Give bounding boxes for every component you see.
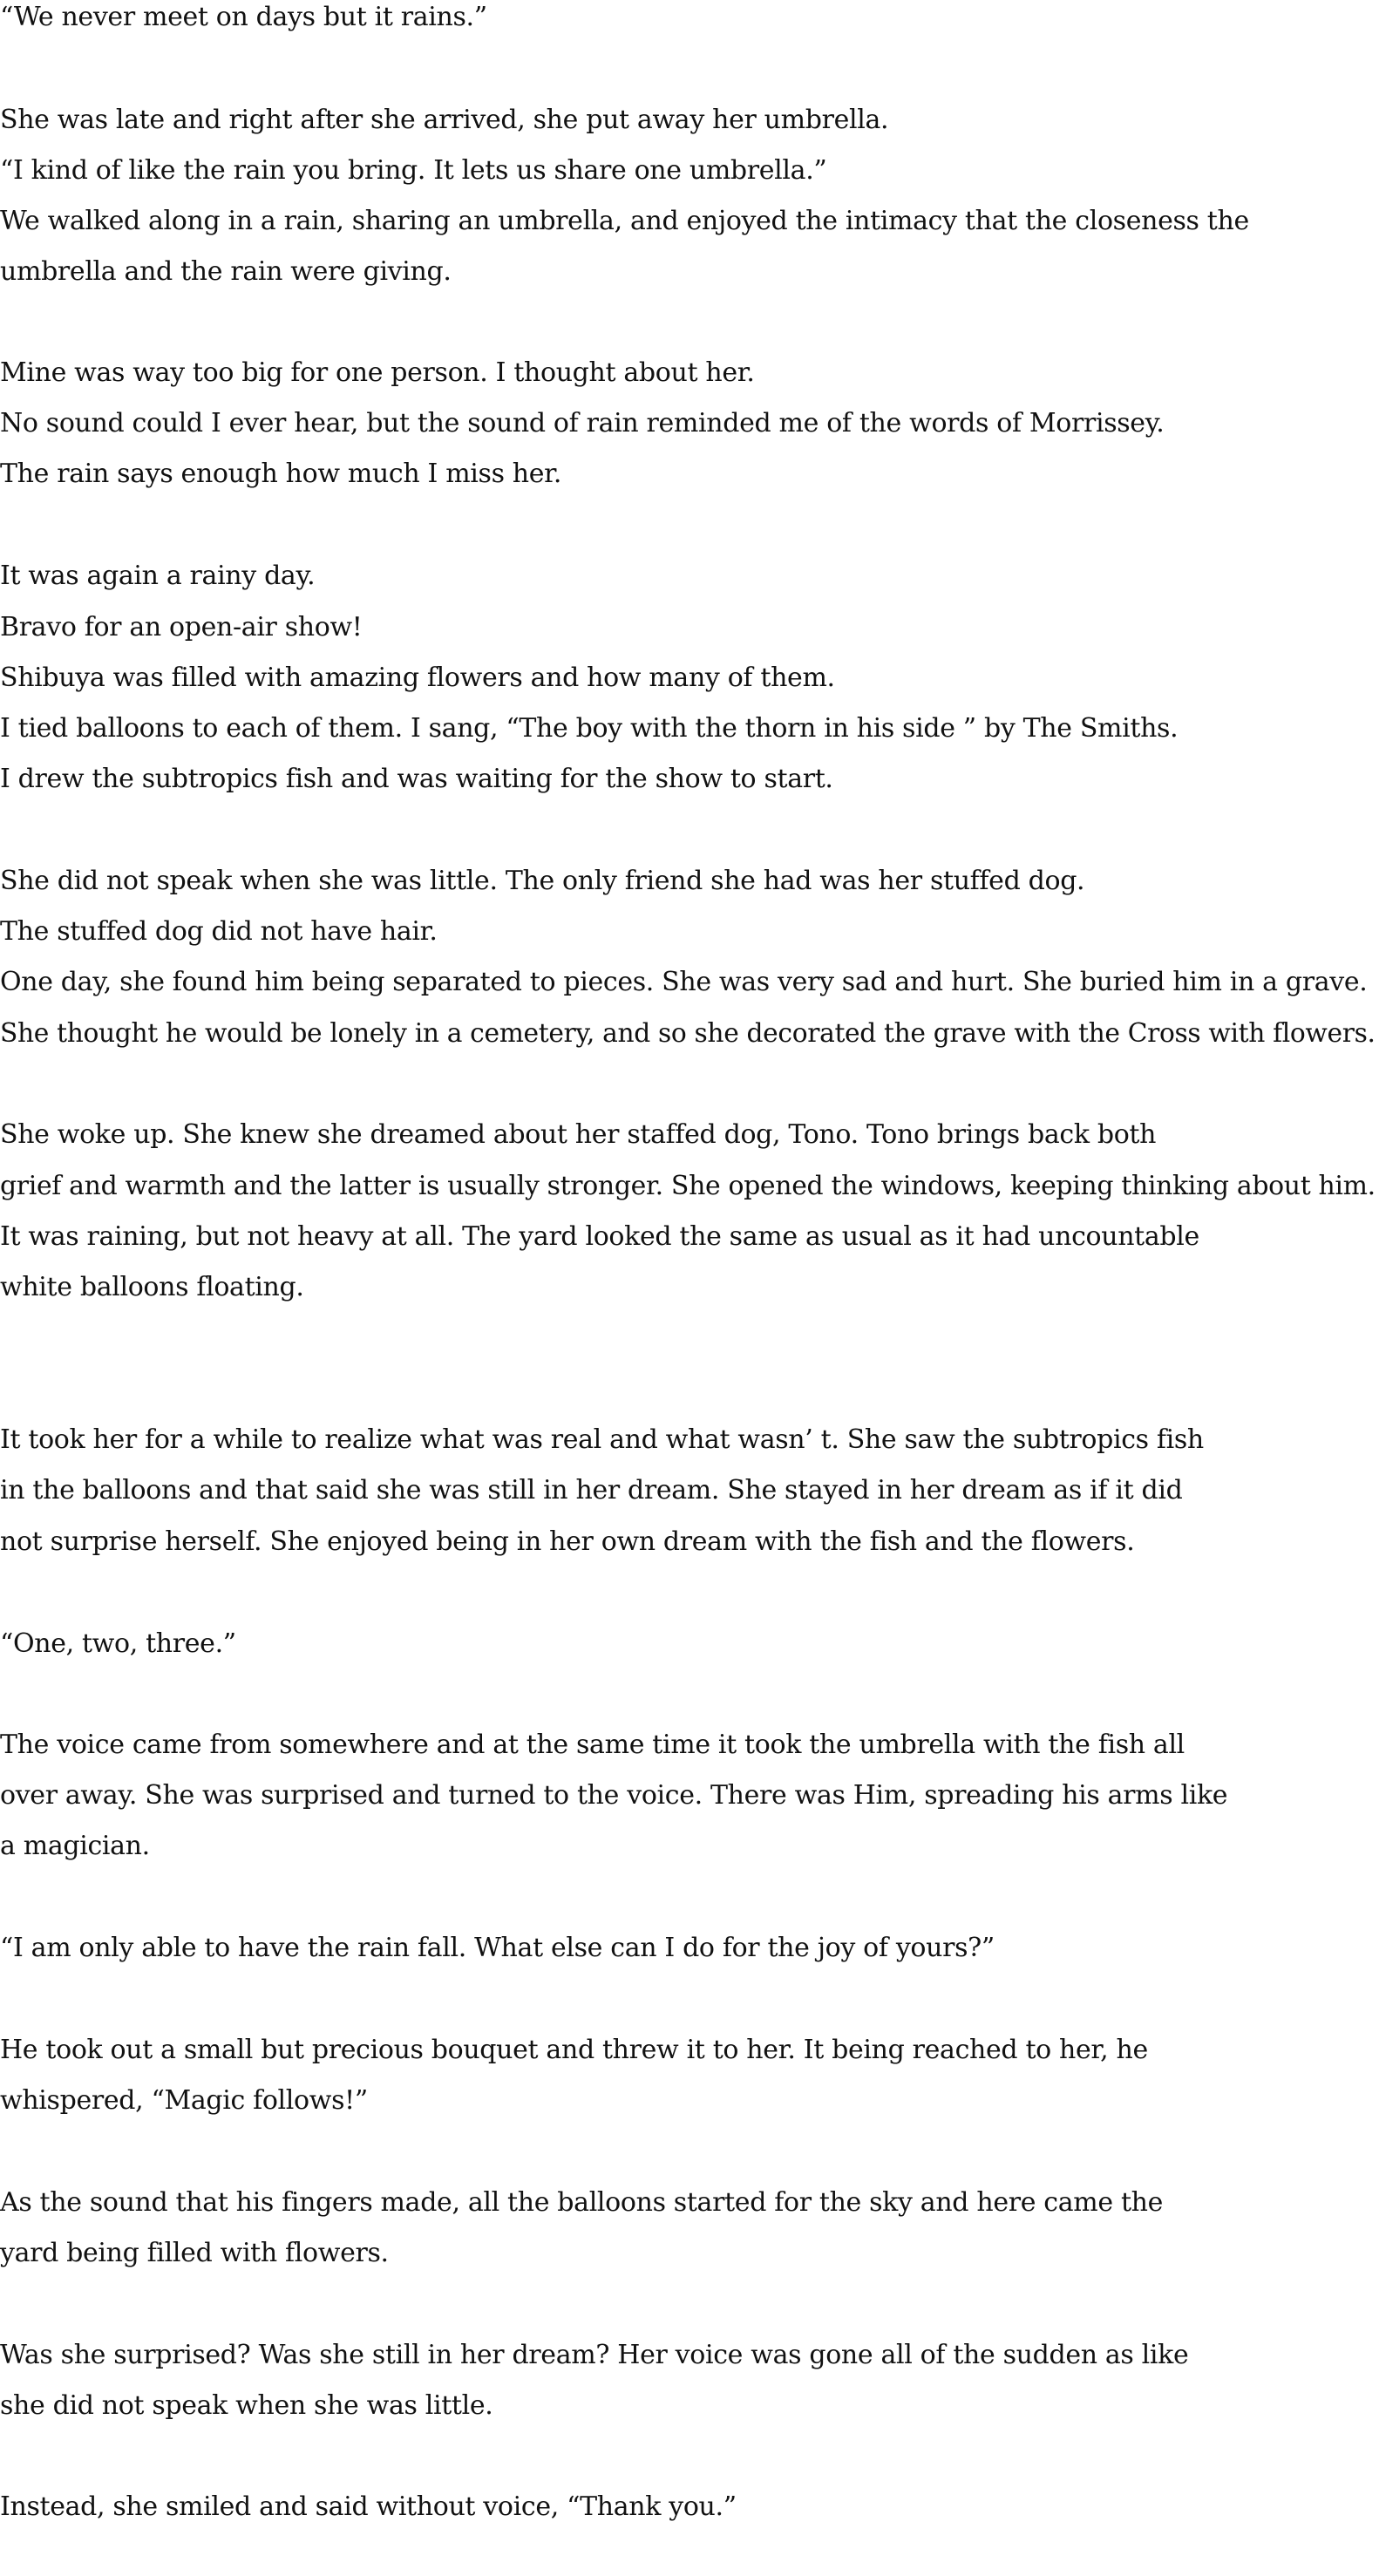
story-line: “I am only able to have the rain fall. What else can I do for the joy of yours?” (0, 1933, 995, 1963)
story-line: “We never meet on days but it rains.” (0, 2, 487, 32)
story-line: grief and warmth and the latter is usually stronger. She opened the windows, keeping thinking about him. (0, 1171, 1376, 1201)
story-line: “One, two, three.” (0, 1628, 236, 1659)
story-line: I drew the subtropics fish and was waiting for the show to start. (0, 764, 833, 794)
story-line: The rain says enough how much I miss her. (0, 459, 562, 489)
story-line: One day, she found him being separated to pieces. She was very sad and hurt. She buried him in a grave. (0, 967, 1368, 997)
story-line: a magician. (0, 1831, 150, 1861)
story-line: Instead, she smiled and said without voice, “Thank you.” (0, 2491, 737, 2522)
story-line: It took her for a while to realize what was real and what wasn’ t. She saw the subtropics fish (0, 1424, 1204, 1455)
story-line: As the sound that his fingers made, all the balloons started for the sky and here came the (0, 2187, 1164, 2218)
story-line: Mine was way too big for one person. I thought about her. (0, 357, 755, 388)
story-line: She woke up. She knew she dreamed about her staffed dog, Tono. Tono brings back both (0, 1119, 1157, 1150)
story-line: It was raining, but not heavy at all. The yard looked the same as usual as it had uncountable (0, 1221, 1199, 1252)
story-line: whispered, “Magic follows!” (0, 2085, 368, 2116)
story-line: white balloons floating. (0, 1272, 304, 1302)
story-line: No sound could I ever hear, but the sound of rain reminded me of the words of Morrissey. (0, 408, 1165, 438)
story-line: He took out a small but precious bouquet and threw it to her. It being reached to her, he (0, 2035, 1148, 2065)
story-line: Was she surprised? Was she still in her dream? Her voice was gone all of the sudden as like (0, 2340, 1189, 2370)
story-line: she did not speak when she was little. (0, 2390, 493, 2421)
story-line: She did not speak when she was little. The only friend she had was her stuffed dog. (0, 866, 1085, 896)
story-line: yard being filled with flowers. (0, 2238, 389, 2268)
story-line: She was late and right after she arrived, she put away her umbrella. (0, 105, 889, 135)
story-line: She thought he would be lonely in a cemetery, and so she decorated the grave with the Cross with flowers. (0, 1018, 1376, 1049)
story-line: “I kind of like the rain you bring. It lets us share one umbrella.” (0, 155, 827, 186)
story-line: The voice came from somewhere and at the same time it took the umbrella with the fish all (0, 1730, 1185, 1760)
story-line: Shibuya was filled with amazing flowers and how many of them. (0, 663, 835, 693)
story-line: We walked along in a rain, sharing an umbrella, and enjoyed the intimacy that the closeness the (0, 206, 1249, 236)
story-line: It was again a rainy day. (0, 561, 316, 591)
story-line: The stuffed dog did not have hair. (0, 916, 438, 947)
story-line: I tied balloons to each of them. I sang, “The boy with the thorn in his side ” by The Smiths. (0, 713, 1179, 744)
story-line: over away. She was surprised and turned to the voice. There was Him, spreading his arms like (0, 1780, 1228, 1811)
story-line: Bravo for an open-air show! (0, 612, 363, 642)
story-line: in the balloons and that said she was still in her dream. She stayed in her dream as if it did (0, 1475, 1183, 1505)
story-line: umbrella and the rain were giving. (0, 256, 452, 287)
story-line: not surprise herself. She enjoyed being in her own dream with the fish and the flowers. (0, 1526, 1135, 1557)
